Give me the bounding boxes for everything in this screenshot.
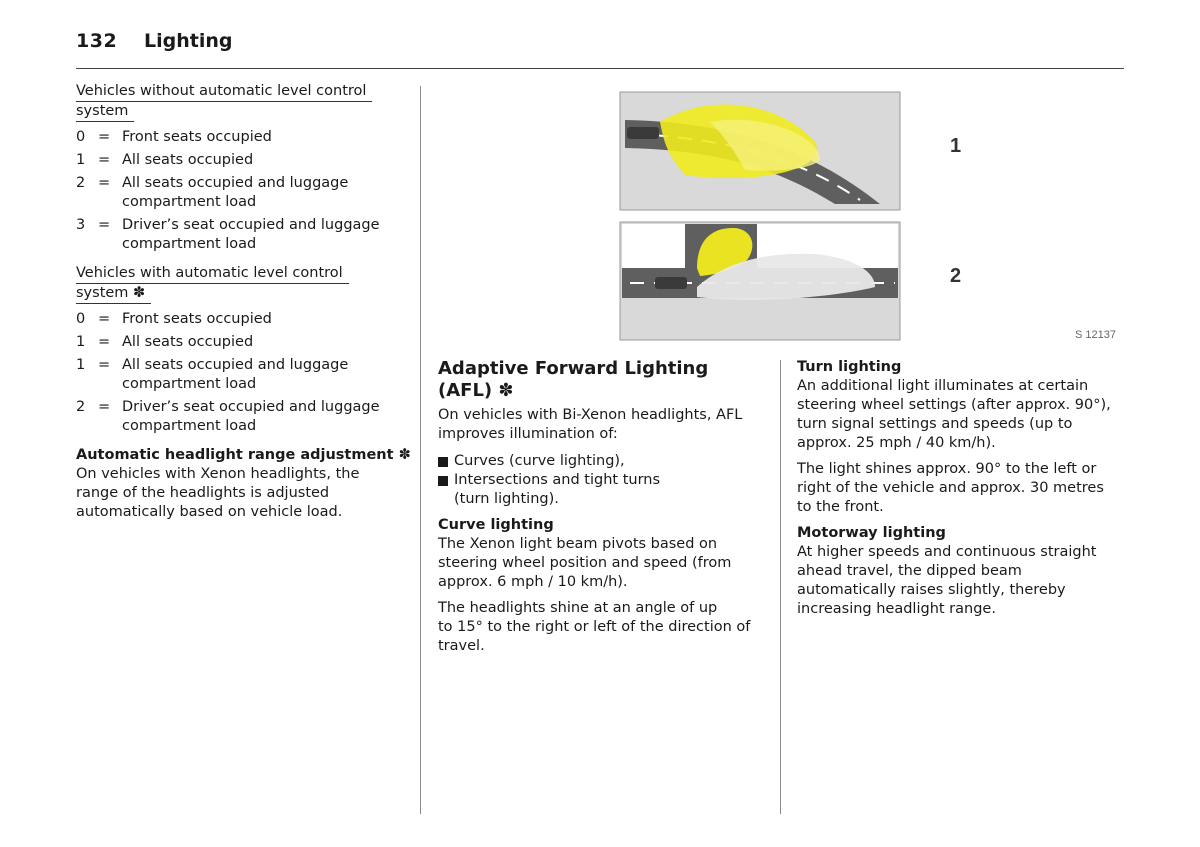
curve-lighting-text: The Xenon light beam pivots based on steering wheel position and speed (from approx. 6 mph / 10 km/h). xyxy=(438,536,732,590)
motorway-lighting-text: At higher speeds and continuous straight ahead travel, the dipped beam automatically raises slightly, thereby increasing headlight range. xyxy=(797,544,1097,617)
figure-label-2: 2 xyxy=(950,265,962,287)
auto-range-heading: Automatic headlight range adjustment ✽ xyxy=(76,447,411,463)
turn-lighting-range-text: The light shines approx. 90° to the left or right of the vehicle and approx. 30 metres to the front. xyxy=(797,461,1104,515)
header-rule xyxy=(76,68,1124,69)
curve-lighting-heading: Curve lighting xyxy=(438,517,554,533)
load-row: 0 = Front seats occupied xyxy=(76,129,272,145)
column-divider-right xyxy=(780,360,781,814)
auto-range-text: On vehicles with Xenon headlights, the range of the headlights is adjusted automatically based on vehicle load. xyxy=(76,466,360,520)
afl-illustration xyxy=(435,82,1125,347)
column-divider-left xyxy=(420,86,421,814)
section-heading-level-control: Vehicles with automatic level control system ✽ xyxy=(76,264,411,304)
section-heading-no-level-control: Vehicles without automatic level control system xyxy=(76,82,411,122)
load-row: 2 = All seats occupied and luggage compartment load xyxy=(76,175,349,210)
bullet-item: Curves (curve lighting), xyxy=(438,452,774,471)
load-row: 3 = Driver’s seat occupied and luggage compartment load xyxy=(76,217,380,252)
figure-code: S 12137 xyxy=(1075,329,1116,341)
left-column xyxy=(76,82,411,522)
afl-figure xyxy=(435,82,1125,347)
load-row: 2 = Driver’s seat occupied and luggage compartment load xyxy=(76,399,380,434)
middle-column xyxy=(438,358,774,656)
curve-lighting-panel xyxy=(620,92,900,210)
load-row: 1 = All seats occupied xyxy=(76,152,254,168)
turn-lighting-heading: Turn lighting xyxy=(797,359,902,375)
afl-intro: On vehicles with Bi-Xenon headlights, AFL improves illumination of: xyxy=(438,407,743,442)
load-row: 1 = All seats occupied and luggage compartment load xyxy=(76,357,349,392)
curve-angle-text: The headlights shine at an angle of up to 15° to the right or left of the direction of travel. xyxy=(438,600,751,654)
motorway-lighting-heading: Motorway lighting xyxy=(797,525,946,541)
load-row: 1 = All seats occupied xyxy=(76,334,254,350)
right-column xyxy=(797,358,1127,619)
turn-lighting-panel xyxy=(620,222,900,340)
turn-lighting-text: An additional light illuminates at certain steering wheel settings (after approx. 90°), turn signal settings and speeds (up to approx. 25 mph / 40 km/h). xyxy=(797,378,1111,451)
afl-heading: Adaptive Forward Lighting (AFL) ✽ xyxy=(438,358,709,401)
page-number: 132 xyxy=(76,30,118,52)
page-title: Lighting xyxy=(144,30,233,52)
bullet-item: Intersections and tight turns (turn lighting). xyxy=(438,471,774,509)
load-row: 0 = Front seats occupied xyxy=(76,311,272,327)
figure-label-1: 1 xyxy=(950,135,962,157)
